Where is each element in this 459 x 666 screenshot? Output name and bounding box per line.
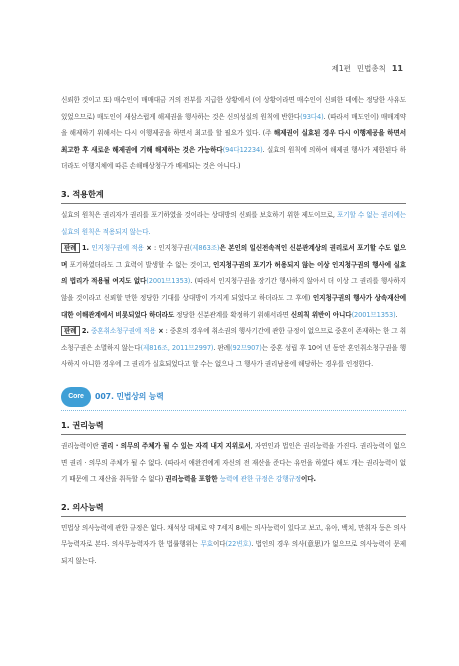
case-1 — [61, 240, 406, 323]
emphasis-text: 이다. — [301, 475, 316, 484]
page-number: 11 — [391, 64, 403, 73]
highlight-text: 능력에 관한 규정은 강행규정 — [219, 475, 302, 484]
text: 포기하였더라도 그 효력이 발생할 수 없는 것이고, — [67, 260, 214, 269]
emphasis-text: 인지청구권의 행사가 상속재산에 대한 이해관계에서 비롯되었다 하더라도 — [61, 293, 407, 319]
paragraph-application-limits — [61, 207, 406, 240]
paragraph-legal-capacity — [61, 438, 406, 488]
case-2 — [61, 323, 406, 373]
section-heading-application-limits: 3. 적용한계 — [61, 188, 104, 199]
paragraph-mental-capacity — [61, 520, 406, 570]
section-divider — [61, 434, 406, 435]
highlight-text: 무효 — [200, 540, 213, 549]
case-number: 2. — [79, 327, 92, 336]
case-number: 1. — [79, 244, 92, 253]
section-divider — [61, 203, 406, 204]
core-divider — [61, 410, 406, 411]
text: , 자연인과 법인은 권리능력을 가진다. 권리능력이 없으면 권리 · 의무의 주체가 될 수 없다. (따라서 애완견에게 자신의 전 재산을 준다는 유언을 하였다 해도 개는 권리능력이 없기 때문에 그 재산을 취득할 수 없다) — [61, 441, 406, 484]
text: 권리능력이란 — [61, 441, 101, 450]
text: . (따라서 매도인이) 매매계약을 해제하기 위해서는 다시 이행제공을 하면서 최고를 할 필요가 있다. (주 — [61, 112, 406, 138]
case-tag: 판례 — [61, 243, 80, 253]
citation: (2001므1353) — [146, 277, 191, 286]
section-heading-mental-capacity: 2. 의사능력 — [61, 501, 104, 512]
section-divider — [61, 516, 406, 517]
text: 는 중혼 성립 후 10여 년 동안 혼인취소청구권을 행사하지 아니한 경우에 그 권리가 실효되었다고 할 수는 없으나 그 행사가 권리남용에 해당하는 경우를 인정한다. — [61, 343, 406, 369]
text: 이다 — [213, 540, 226, 549]
text: . 법인의 경우 의사(意思)가 없으므로 의사능력이 문제되지 않는다. — [61, 540, 406, 565]
text: . 실효의 원칙에 의하여 해제권 행사가 제한된다 하더라도 이행지체에 따른 손해배상청구가 배제되는 것은 아니다.) — [61, 145, 406, 171]
highlight-text: 중혼취소청구권에 적용 — [91, 327, 156, 336]
case-tag: 판례 — [61, 326, 80, 336]
emphasis-text: 신의칙 위반이 아니다 — [290, 310, 352, 319]
text: . — [395, 310, 398, 319]
text: 정당한 신분관계를 확정하기 위해서라면 — [174, 310, 291, 319]
emphasis-text: 권리능력을 포함한 — [165, 475, 220, 484]
page-content — [61, 92, 406, 569]
emphasis-text: 인지청구권의 포기가 허용되지 않는 이상 인지청구권의 행사에 실효의 법리가 적용될 여지도 없다 — [61, 260, 407, 286]
citation: (2001므1353) — [351, 310, 396, 319]
header-chapter: 제1편 — [331, 64, 351, 73]
citation: (22변호) — [225, 540, 252, 549]
section-heading-legal-capacity: 1. 권리능력 — [61, 419, 104, 430]
highlight-text: 포기할 수 없는 권리에는 실효의 원칙은 적용되지 않는다. — [61, 210, 407, 236]
core-title: 007. 민법상의 능력 — [95, 391, 164, 401]
citation: (93다4) — [300, 112, 324, 121]
text: : 중혼의 경우에 취소권의 행사기간에 관한 규정이 없으므로 중혼이 존재하는 한 그 취소청구권은 소멸하지 않는다 — [61, 327, 406, 352]
x-mark: × — [143, 244, 152, 253]
header-section: 민법총칙 — [356, 64, 386, 73]
highlight-text: 인지청구권에 적용 — [91, 244, 144, 253]
core-badge: Core — [61, 387, 91, 407]
core-heading — [61, 387, 406, 407]
text: . (따라서 인지청구권을 장기간 행사하지 않아서 더 이상 그 권리를 행사하지 않을 것이라고 신뢰할 만한 정당한 기대를 상대방이 가지게 되었다고 하더라도 그 후에) — [61, 277, 406, 302]
paragraph-continued — [61, 92, 406, 175]
citation: (94다12234) — [222, 145, 263, 154]
emphasis-text: 은 본인의 일신전속적인 신분관계상의 권리로서 포기할 수도 없으며 — [61, 244, 406, 269]
text: 실효의 원칙은 권리자가 권리를 포기하였을 것이라는 상대방의 신뢰를 보호하기 위한 제도이므로, — [61, 210, 337, 219]
citation: (제863조) — [189, 244, 220, 253]
x-mark: × — [155, 327, 164, 336]
text: : 인지청구권 — [151, 244, 190, 253]
text: . 판례 — [213, 343, 231, 352]
running-header — [332, 63, 403, 74]
emphasis-text: 권리 · 의무의 주체가 될 수 있는 자격 내지 지위로서 — [100, 441, 251, 450]
citation: (92므907) — [230, 343, 262, 352]
text: 신뢰한 것이고 또) 매수인이 매매대금 거의 전부를 지급한 상황에서 (이 상황이라면 매수인이 신뢰한 데에는 정당한 사유도 있었으므로) 매도인이 새삼스럽게 해제권을 행사하는 것은 신의성실의 원칙에 반한다 — [61, 96, 406, 121]
text: 민법상 의사능력에 관한 규정은 없다. 채석상 대체로 약 7세지 8세는 의사능력이 있다고 보고, 유아, 백치, 만취자 등은 의사무능력자로 본다. 의사무능력자가 한 법률행위는 — [61, 523, 406, 549]
emphasis-text: 해제권이 실효된 경우 다시 이행제공을 하면서 최고한 후 새로운 해제권에 기해 해제하는 것은 가능하다 — [61, 129, 406, 154]
citation: (제816조, 2011므2997) — [140, 343, 214, 352]
